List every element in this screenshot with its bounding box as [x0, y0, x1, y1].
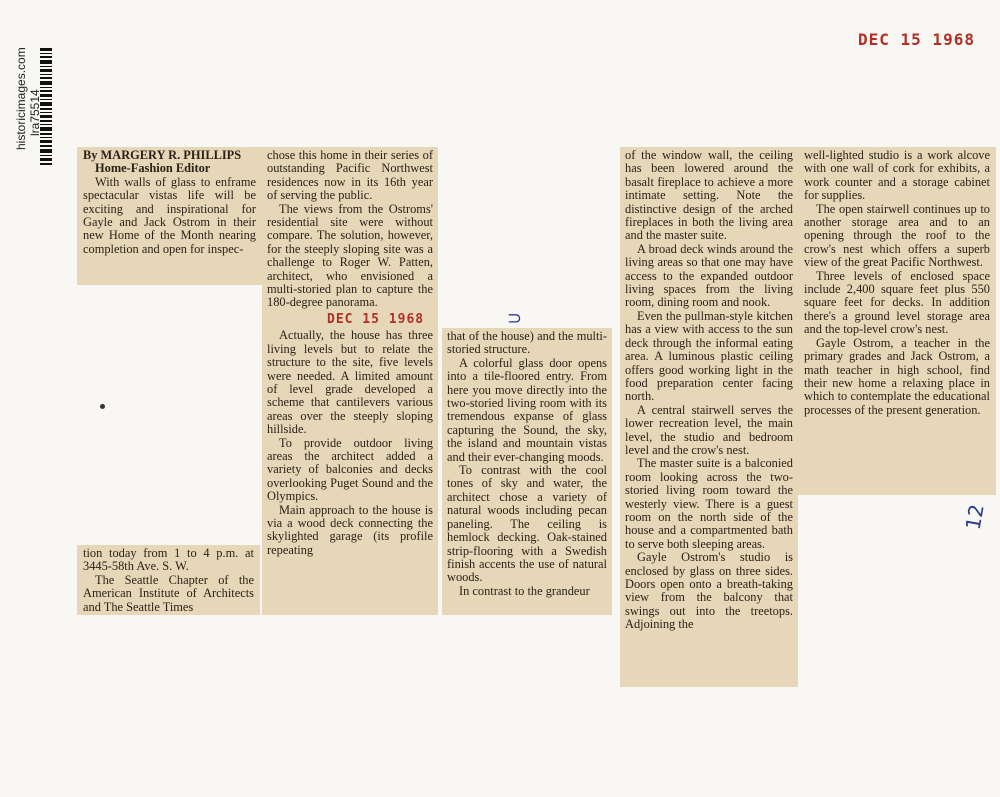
- paragraph: Three levels of enclosed space include 2,400 square feet plus 550 square feet for decks. In addition there's a ground level storage area and the top-level crow's nest.: [804, 268, 990, 337]
- paragraph: well-lighted studio is a work alcove with one wall of cork for exhibits, a work counter and a storage cabinet for supplies.: [804, 148, 990, 203]
- paragraph: In contrast to the grandeur: [459, 583, 590, 598]
- clipping-column-4: [620, 147, 798, 687]
- paragraph: chose this home in their series of outstanding Pacific Northwest residences now in its 16th year of serving the public.: [267, 148, 433, 203]
- date-stamp: DEC 15 1968: [858, 30, 975, 49]
- intro-paragraph: With walls of glass to enframe spectacular vistas life will be exciting and inspirational for Gayle and Jack Ostrom in their new Home of the Month nearing completion and open for inspec-: [83, 174, 256, 256]
- clipping-byline-intro: [77, 147, 262, 285]
- paragraph: A central stairwell serves the lower recreation level, the main level, the studio and bedroom level and the crow's nest.: [625, 402, 793, 457]
- paragraph: The open stairwell continues up to another storage area and to an opening through the roof to the crow's nest which offers a superb view of the great Pacific Northwest.: [804, 201, 990, 270]
- archive-code-text: lra75514: [28, 89, 42, 136]
- clipping-column-5: [798, 147, 996, 495]
- paragraph: of the window wall, the ceiling has been lowered around the basalt fireplace to achieve a more intimate setting. Note the distinctive design of the arched fireplaces in both the living area and the master suite.: [625, 148, 793, 243]
- pen-dot-mark: [100, 404, 105, 409]
- byline-role: Home-Fashion Editor: [95, 161, 211, 176]
- archive-site-text: historicimages.com: [14, 47, 28, 150]
- paragraph: To contrast with the cool tones of sky and water, the architect chose a variety of natural woods including pecan paneling. The ceiling is hemlock decking. Oak-stained strip-flooring with a Swedish finish accents the use of natural woods.: [447, 463, 607, 585]
- byline: By MARGERY R. PHILLIPS: [83, 148, 242, 162]
- clipping-bottom-left: [77, 545, 260, 615]
- paragraph: The Seattle Chapter of the American Institute of Architects and The Seattle Times: [83, 572, 254, 614]
- paragraph: A colorful glass door opens into a tile-floored entry. From here you move directly into the two-storied living room with its tremendous expanse of glass capturing the Sound, the sky, the island and mountain vistas and their ever-changing moods.: [447, 355, 607, 464]
- paragraph: Gayle Ostrom, a teacher in the primary grades and Jack Ostrom, a math teacher in high school, find their new home a relaxing place in which to contemplate the educational processes of the present generation.: [804, 335, 990, 417]
- clipping-column-2: [262, 147, 438, 615]
- paragraph: that of the house) and the multi-storied structure.: [447, 329, 607, 357]
- clipping-column-3: [442, 328, 612, 615]
- paragraph: tion today from 1 to 4 p.m. at 3445-58th Ave. S. W.: [83, 546, 254, 574]
- paragraph: To provide outdoor living areas the architect added a variety of balconies and decks overlooking Puget Sound and the Olympics.: [267, 435, 433, 504]
- paragraph: Even the pullman-style kitchen has a view with access to the sun deck through the informal eating area. A luminous plastic ceiling offers good working light in the food preparation center facing north.: [625, 308, 793, 404]
- paragraph: Actually, the house has three living levels but to relate the structure to the site, five levels were needed. A limited amount of level grade developed a scheme that cantilevers various areas over the steeply sloping hillside.: [267, 328, 433, 437]
- paragraph: The views from the Ostroms' residential site were without compare. The solution, however, for the steeply sloping site was a challenge to Roger W. Patten, architect, who envisioned a multi-storied plan to capture the 180-degree panorama.: [267, 201, 433, 310]
- paragraph: A broad deck winds around the living areas so that one may have access to the expanded outdoor living spaces from the living room, dining room and nook.: [625, 241, 793, 310]
- inline-date-stamp: DEC 15 1968: [327, 311, 425, 327]
- blue-pen-mark: ⊃: [507, 308, 523, 329]
- handwritten-number: 12: [960, 502, 989, 532]
- paragraph: The master suite is a balconied room looking across the two-storied living room toward the westerly view. There is a guest room on the north side of the house and a compartmented bath to serve both sleeping areas.: [625, 456, 793, 551]
- paragraph: Gayle Ostrom's studio is enclosed by glass on three sides. Doors open onto a breath-taking view from the balcony that swings out into the treetops. Adjoining the: [625, 550, 793, 632]
- paragraph: Main approach to the house is via a wood deck connecting the skylighted garage (its profile repeating: [267, 502, 433, 557]
